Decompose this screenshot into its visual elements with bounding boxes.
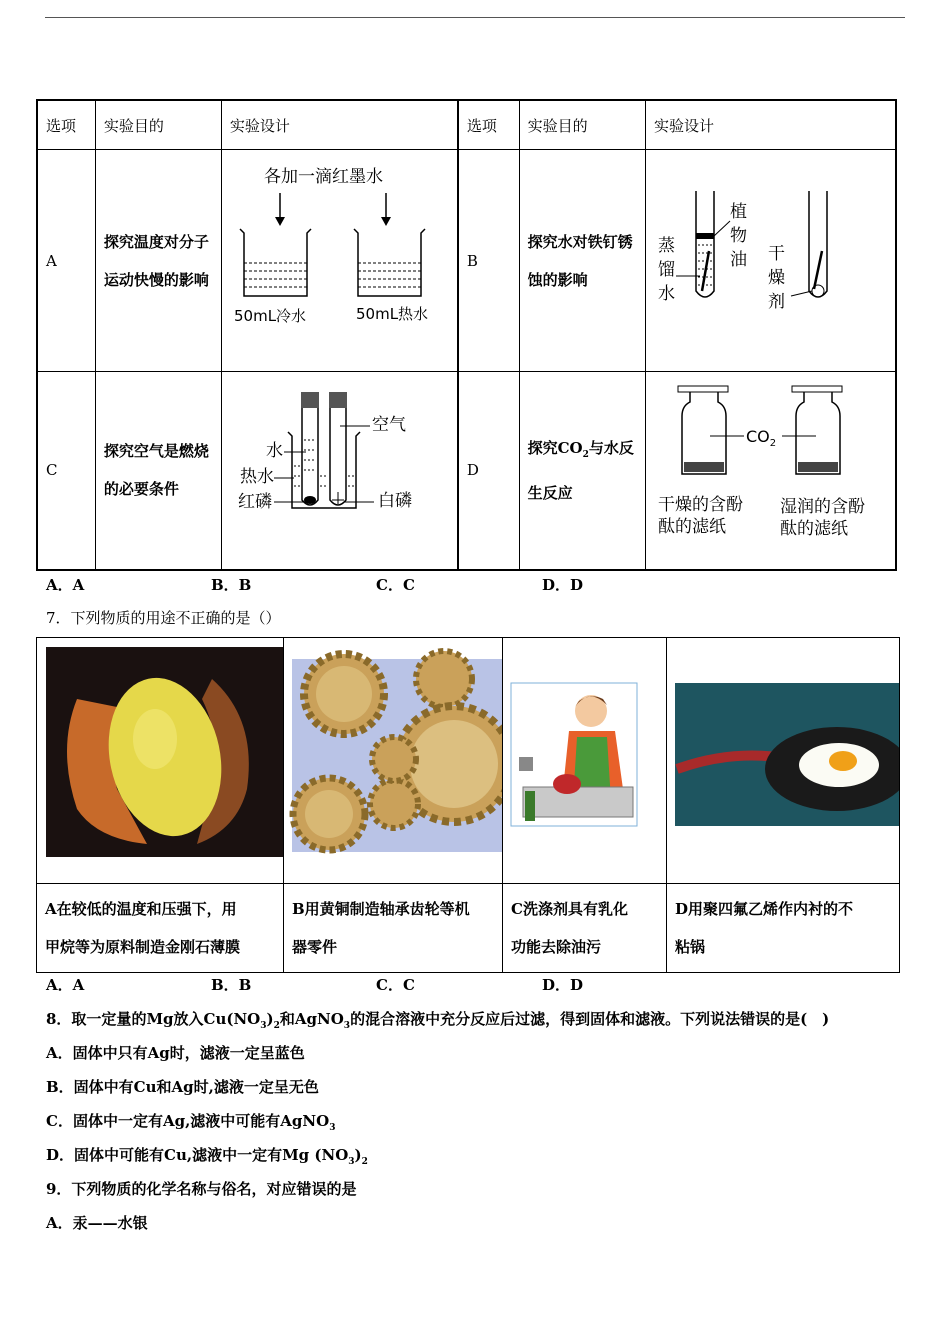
image-b-cell <box>284 638 503 884</box>
caption-a: A在较低的温度和压强下，用 甲烷等为原料制造金刚石薄膜 <box>37 884 284 973</box>
diamond-film-image <box>37 639 283 883</box>
phosphorus-diagram <box>222 372 457 568</box>
option-b-label: B <box>458 150 519 372</box>
option-a-label: A <box>37 150 95 372</box>
q7-table <box>36 637 900 973</box>
tube-1 <box>301 392 319 505</box>
q6-header-row <box>37 100 896 150</box>
design-d-cell <box>645 372 896 570</box>
option-c-label: C <box>37 372 95 570</box>
red-phosphorus-label: 红磷 <box>237 492 272 513</box>
image-d-cell <box>667 638 900 884</box>
air-label: 空气 <box>371 415 406 436</box>
image-c-cell <box>503 638 667 884</box>
design-a-cell <box>221 150 458 372</box>
header-option: 选项 <box>37 100 95 150</box>
q6-row-cd <box>37 372 896 570</box>
test-tube-diagram <box>646 151 895 371</box>
oil-label-2: 物 <box>729 225 747 246</box>
nonstick-pan-image <box>667 639 899 883</box>
dry-filter-label-2: 酞的滤纸 <box>657 517 726 538</box>
water-bath <box>288 432 360 508</box>
hot-water-bath-label: 热水 <box>239 467 274 488</box>
desiccant-label-2: 燥 <box>767 267 785 288</box>
q7-image-row <box>37 638 900 884</box>
design-b-cell <box>645 150 896 372</box>
purpose-a: 探究温度对分子运动快慢的影响 <box>95 150 221 372</box>
q8-option-d[interactable]: D．固体中可能有Cu,滤液中一定有Mg $(NO_3)_2$ <box>46 1146 368 1167</box>
q9-stem: 9．下列物质的化学名称与俗名，对应错误的是 <box>46 1180 357 1198</box>
q7-option-c[interactable]: C．C <box>376 976 415 994</box>
distilled-water-label-3: 水 <box>657 283 675 304</box>
distilled-water-label-2: 馏 <box>657 259 675 280</box>
q6-row-ab <box>37 150 896 372</box>
ink-drop-label: 各加一滴红墨水 <box>263 166 383 187</box>
distilled-water-label-1: 蒸 <box>657 235 675 256</box>
wet-filter-label-1: 湿润的含酚 <box>779 497 865 518</box>
tube-dry <box>791 191 827 297</box>
q8-stem: 8．取一定量的Mg放入$Cu(NO_3)_2$和AgNO$_3$的混合溶液中充分反应后过滤，得到固体和滤液。下列说法错误的是( ) <box>46 1010 830 1031</box>
header-rule <box>45 17 905 18</box>
co2-label: $CO_2$ <box>745 427 777 450</box>
option-d-label: D <box>458 372 519 570</box>
q8-option-b[interactable]: B．固体中有Cu和Ag时,滤液一定呈无色 <box>46 1078 319 1096</box>
q6-table <box>36 99 897 571</box>
q6-option-d[interactable]: D．D <box>542 576 584 594</box>
purpose-c: 探究空气是燃烧的必要条件 <box>95 372 221 570</box>
tube-2 <box>329 392 347 505</box>
cold-beaker <box>240 229 311 296</box>
beaker-diagram <box>222 151 457 371</box>
q7-option-a[interactable]: A．A <box>46 976 85 994</box>
caption-c: C洗涤剂具有乳化 功能去除油污 <box>503 884 667 973</box>
dry-filter-label-1: 干燥的含酚 <box>657 495 743 516</box>
image-a-cell <box>37 638 284 884</box>
co2-bottle-diagram <box>646 372 895 568</box>
caption-b: B用黄铜制造轴承齿轮等机 器零件 <box>284 884 503 973</box>
cold-water-label: 50mL冷水 <box>233 306 306 325</box>
oil-label-1: 植 <box>729 201 747 222</box>
tube-water <box>676 191 730 297</box>
desiccant-label-3: 剂 <box>767 291 785 312</box>
bottle-wet <box>792 386 842 474</box>
design-c-cell <box>221 372 458 570</box>
purpose-b: 探究水对铁钉锈蚀的影响 <box>519 150 645 372</box>
bottle-dry <box>678 386 728 474</box>
water-label: 水 <box>265 441 283 462</box>
desiccant-label-1: 干 <box>767 243 785 264</box>
q6-option-c[interactable]: C．C <box>376 576 415 594</box>
wet-filter-label-2: 酞的滤纸 <box>779 519 848 540</box>
header-purpose: 实验目的 <box>95 100 221 150</box>
brass-gears-image <box>284 639 502 883</box>
q7-option-d[interactable]: D．D <box>542 976 584 994</box>
purpose-d: 探究$CO_2$与水反生反应 <box>519 372 645 570</box>
header-design: 实验设计 <box>221 100 458 150</box>
q8-option-c[interactable]: C．固体中一定有Ag,滤液中可能有AgNO$_3$ <box>46 1112 336 1133</box>
q6-option-a[interactable]: A．A <box>46 576 85 594</box>
header-option-2: 选项 <box>458 100 519 150</box>
dishwashing-image <box>503 639 666 883</box>
q7-option-b[interactable]: B．B <box>211 976 252 994</box>
header-purpose-2: 实验目的 <box>519 100 645 150</box>
caption-d: D用聚四氟乙烯作内衬的不 粘锅 <box>667 884 900 973</box>
q9-option-a[interactable]: A．汞——水银 <box>46 1214 148 1232</box>
q6-option-b[interactable]: B．B <box>211 576 252 594</box>
q7-stem: 7．下列物质的用途不正确的是（） <box>46 609 281 627</box>
header-design-2: 实验设计 <box>645 100 896 150</box>
oil-label-3: 油 <box>729 249 747 270</box>
hot-water-label: 50mL热水 <box>355 304 428 323</box>
q7-caption-row <box>37 884 900 973</box>
white-phosphorus-label: 白磷 <box>377 491 412 512</box>
q8-option-a[interactable]: A．固体中只有Ag时，滤液一定呈蓝色 <box>46 1044 305 1062</box>
hot-beaker <box>354 229 425 296</box>
